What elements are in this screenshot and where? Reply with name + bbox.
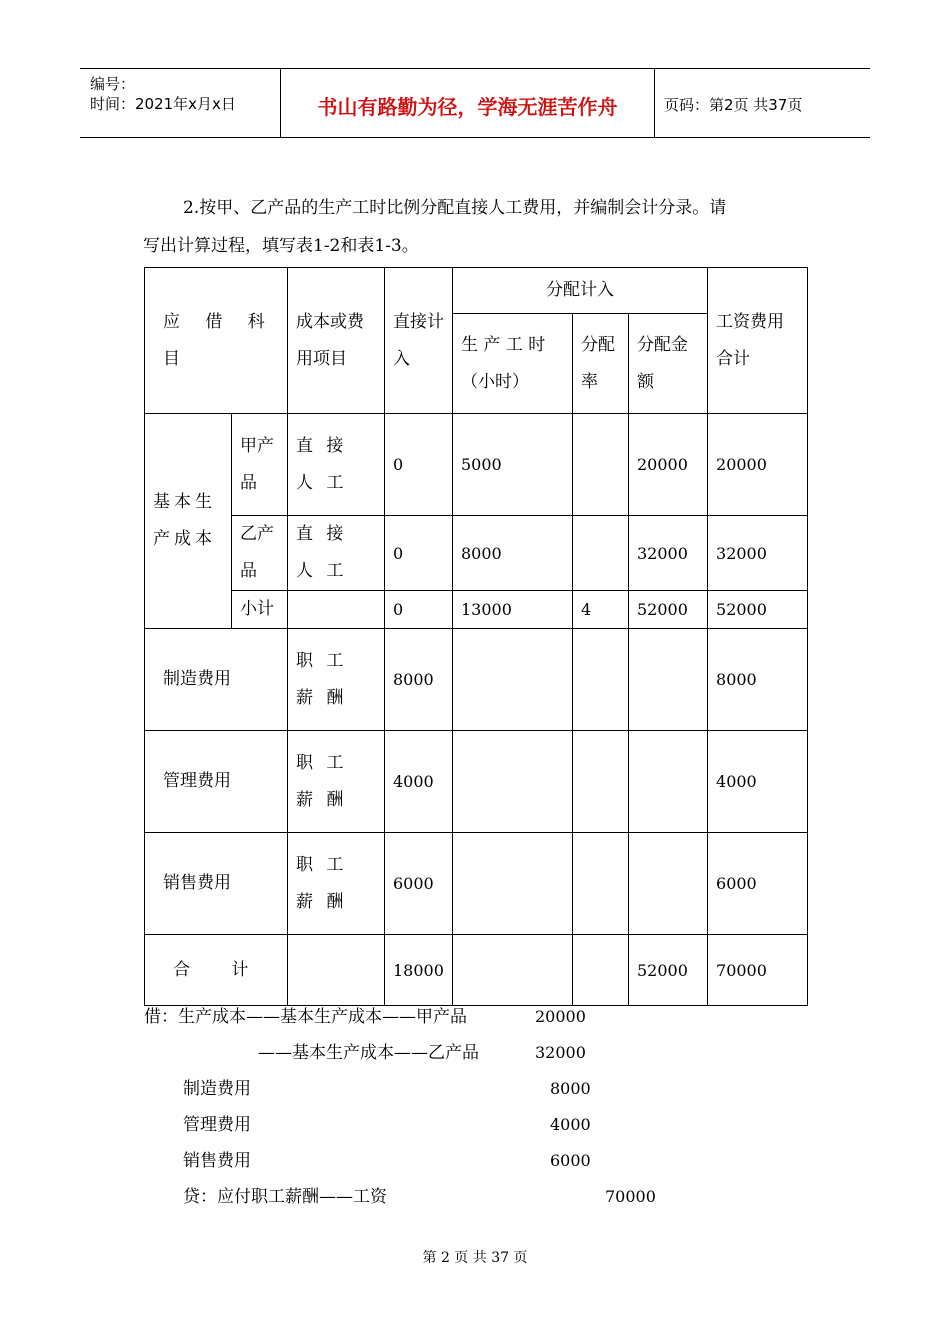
row-amount: 20000 [629, 414, 708, 516]
expense-item: 职 工 薪 酬 [288, 629, 385, 731]
intro-line-2: 写出计算过程，填写表1-2和表1-3。 [143, 236, 419, 256]
empty-cell [573, 833, 629, 935]
journal-debit-3: 制造费用 [183, 1079, 251, 1099]
row-hours: 5000 [453, 414, 573, 516]
expense-subject: 管理费用 [145, 731, 288, 833]
row-item [288, 591, 385, 629]
expense-row [145, 833, 808, 935]
page-info: 页码：第2页 共37页 [664, 96, 803, 114]
expense-item: 职 工 薪 酬 [288, 833, 385, 935]
expense-total: 4000 [708, 731, 808, 833]
expense-subject: 制造费用 [145, 629, 288, 731]
journal-debit-5: 销售费用 [183, 1151, 251, 1171]
header-row-1 [145, 268, 808, 314]
row-total: 52000 [708, 591, 808, 629]
intro-line-1: 2.按甲、乙产品的生产工时比例分配直接人工费用，并编制会计分录。请 [183, 198, 727, 218]
table-row [145, 414, 808, 516]
header-meta [80, 69, 280, 137]
journal-debit-3-amount: 8000 [550, 1079, 591, 1098]
journal-debit-2: ——基本生产成本——乙产品 [258, 1043, 479, 1063]
journal-debit-5-amount: 6000 [550, 1151, 591, 1170]
row-amount: 52000 [629, 591, 708, 629]
expense-item: 职 工 薪 酬 [288, 731, 385, 833]
row-amount: 32000 [629, 516, 708, 591]
row-item: 直 接 人 工 [288, 414, 385, 516]
row-total: 32000 [708, 516, 808, 591]
expense-total: 8000 [708, 629, 808, 731]
expense-direct: 6000 [385, 833, 453, 935]
doc-time-label: 时间：2021年x月x日 [90, 95, 236, 113]
row-direct: 0 [385, 414, 453, 516]
expense-direct: 4000 [385, 731, 453, 833]
row-total: 20000 [708, 414, 808, 516]
row-rate [573, 414, 629, 516]
empty-cell [573, 731, 629, 833]
row-item: 直 接 人 工 [288, 516, 385, 591]
empty-cell [573, 629, 629, 731]
page-footer: 第 2 页 共 37 页 [422, 1250, 528, 1266]
header-total: 工资费用合计 [708, 268, 808, 414]
empty-cell [453, 833, 573, 935]
row-hours: 13000 [453, 591, 573, 629]
row-rate [573, 516, 629, 591]
header-allocation: 分配计入 [453, 268, 708, 314]
empty-cell [629, 629, 708, 731]
empty-cell [453, 731, 573, 833]
doc-number-label: 编号： [90, 75, 136, 93]
empty-cell [288, 935, 385, 1006]
total-subject: 合 计 [145, 935, 288, 1006]
row-sub: 乙产品 [232, 516, 288, 591]
header-amount: 分配金额 [629, 314, 708, 414]
empty-cell [453, 935, 573, 1006]
total-total: 70000 [708, 935, 808, 1006]
page-header [80, 68, 870, 138]
header-cost-item: 成本或费用项目 [288, 268, 385, 414]
empty-cell [629, 731, 708, 833]
row-direct: 0 [385, 516, 453, 591]
total-row [145, 935, 808, 1006]
journal-debit-4: 管理费用 [183, 1115, 251, 1135]
row-sub: 小计 [232, 591, 288, 629]
motto: 书山有路勤为径，学海无涯苦作舟 [317, 95, 618, 119]
header-rate: 分配率 [573, 314, 629, 414]
row-direct: 0 [385, 591, 453, 629]
journal-debit-4-amount: 4000 [550, 1115, 591, 1134]
empty-cell [629, 833, 708, 935]
row-hours: 8000 [453, 516, 573, 591]
header-subject: 应 借 科 目 [145, 268, 288, 414]
table-row [145, 516, 808, 591]
journal-credit: 贷：应付职工薪酬——工资 [183, 1187, 387, 1207]
journal-debit-1: 借：生产成本——基本生产成本——甲产品 [144, 1007, 467, 1027]
empty-cell [453, 629, 573, 731]
header-page-cell [654, 69, 870, 137]
header-direct: 直接计入 [385, 268, 453, 414]
expense-total: 6000 [708, 833, 808, 935]
total-direct: 18000 [385, 935, 453, 1006]
row-rate: 4 [573, 591, 629, 629]
journal-debit-2-amount: 32000 [535, 1043, 586, 1062]
expense-subject: 销售费用 [145, 833, 288, 935]
row-sub: 甲产品 [232, 414, 288, 516]
header-motto-cell [280, 69, 655, 137]
expense-row [145, 629, 808, 731]
subtotal-row [145, 591, 808, 629]
empty-cell [573, 935, 629, 1006]
expense-row [145, 731, 808, 833]
journal-credit-amount: 70000 [605, 1187, 656, 1206]
allocation-table [144, 267, 808, 1006]
header-hours: 生 产 工 时（小时） [453, 314, 573, 414]
basic-cost-label: 基本生产成本 [145, 414, 232, 629]
expense-direct: 8000 [385, 629, 453, 731]
total-amount: 52000 [629, 935, 708, 1006]
journal-debit-1-amount: 20000 [535, 1007, 586, 1026]
